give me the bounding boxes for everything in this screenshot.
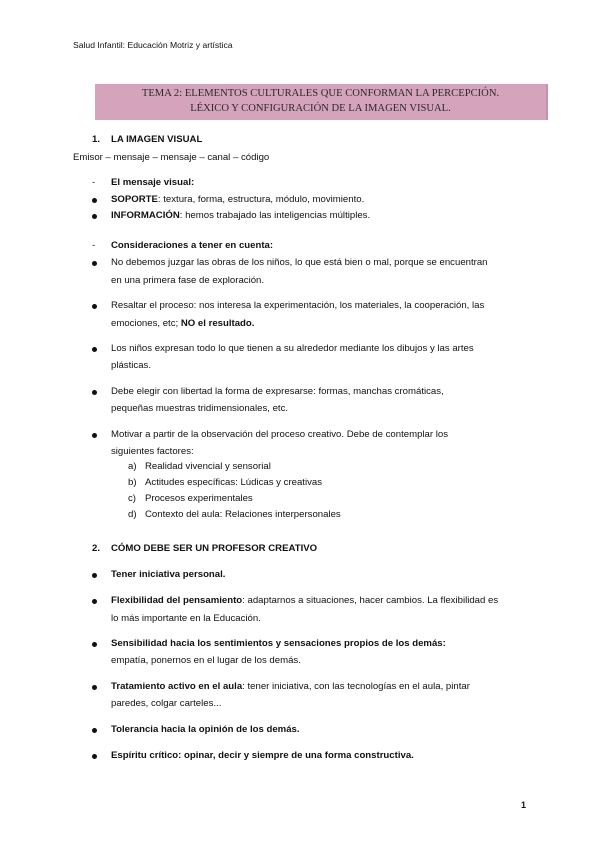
section-1-number: 1.	[92, 134, 101, 145]
page-number: 1	[521, 800, 527, 810]
list-item-cont: emociones, etc; NO el resultado.	[111, 318, 255, 329]
factor-letter: c)	[128, 493, 136, 504]
list-item-cont: lo más importante en la Educación.	[111, 613, 261, 624]
factor-item: Realidad vivencial y sensorial	[145, 461, 271, 472]
list-item: Motivar a partir de la observación del proceso creativo. Debe de contemplar los	[111, 429, 449, 440]
list-item: Resaltar el proceso: nos interesa la experimentación, los materiales, la cooperación, las	[111, 300, 485, 311]
list-item-informacion: INFORMACIÓN: hemos trabajado las inteligencias múltiples.	[111, 210, 371, 221]
list-item-cont: empatía, ponernos en el lugar de los demás.	[111, 655, 301, 666]
factor-item: Procesos experimentales	[145, 493, 253, 504]
list-item: Tolerancia hacia la opinión de los demás.	[111, 724, 300, 735]
dash-marker: -	[92, 240, 96, 251]
bullet-icon	[92, 214, 97, 219]
bullet-icon	[92, 728, 97, 733]
bullet-icon	[92, 347, 97, 352]
subheading-mensaje: El mensaje visual:	[111, 177, 195, 188]
bullet-icon	[92, 685, 97, 690]
bullet-icon	[92, 573, 97, 578]
factor-letter: d)	[128, 509, 137, 520]
list-item-soporte: SOPORTE: textura, forma, estructura, módulo, movimiento.	[111, 194, 365, 205]
running-header: Salud Infantil: Educación Motriz y artística	[73, 40, 233, 50]
list-item: Los niños expresan todo lo que tienen a su alrededor mediante los dibujos y las artes	[111, 343, 474, 354]
list-item: Flexibilidad del pensamiento: adaptarnos a situaciones, hacer cambios. La flexibilidad es	[111, 595, 499, 606]
bullet-icon	[92, 261, 97, 266]
list-item-cont: paredes, colgar carteles...	[111, 698, 222, 709]
bullet-icon	[92, 599, 97, 604]
factor-letter: a)	[128, 461, 137, 472]
subheading-consideraciones: Consideraciones a tener en cuenta:	[111, 240, 274, 251]
bullet-icon	[92, 642, 97, 647]
section-1-heading: LA IMAGEN VISUAL	[111, 134, 203, 145]
bullet-icon	[92, 304, 97, 309]
list-item-cont: siguientes factores:	[111, 446, 194, 457]
list-item-cont: pequeñas muestras tridimensionales, etc.	[111, 403, 289, 414]
title-banner	[95, 84, 548, 120]
bullet-icon	[92, 198, 97, 203]
bullet-icon	[92, 390, 97, 395]
bullet-icon	[92, 433, 97, 438]
list-item: Espíritu crítico: opinar, decir y siempre de una forma constructiva.	[111, 750, 414, 761]
title-line-1: TEMA 2: ELEMENTOS CULTURALES QUE CONFORMAN LA PERCEPCIÓN.	[141, 88, 500, 99]
section-2-number: 2.	[92, 543, 101, 554]
list-item-cont: en una primera fase de exploración.	[111, 275, 265, 286]
factor-letter: b)	[128, 477, 137, 488]
list-item: No debemos juzgar las obras de los niños, lo que está bien o mal, porque se encuentran	[111, 257, 488, 268]
title-line-2: LÉXICO Y CONFIGURACIÓN DE LA IMAGEN VISUAL.	[190, 103, 451, 114]
intro-text: Emisor – mensaje – mensaje – canal – código	[73, 152, 270, 163]
list-item: Debe elegir con libertad la forma de expresarse: formas, manchas cromáticas,	[111, 386, 444, 397]
dash-marker: -	[92, 177, 96, 188]
bullet-icon	[92, 754, 97, 759]
factor-item: Actitudes específicas: Lúdicas y creativas	[145, 477, 323, 488]
list-item: Tener iniciativa personal.	[111, 569, 226, 580]
list-item: Sensibilidad hacia los sentimientos y sensaciones propios de los demás:	[111, 638, 446, 649]
section-2-heading: CÓMO DEBE SER UN PROFESOR CREATIVO	[111, 543, 318, 554]
list-item-cont: plásticas.	[111, 360, 151, 371]
factor-item: Contexto del aula: Relaciones interpersonales	[145, 509, 341, 520]
list-item: Tratamiento activo en el aula: tener iniciativa, con las tecnologías en el aula, pintar	[111, 681, 470, 692]
